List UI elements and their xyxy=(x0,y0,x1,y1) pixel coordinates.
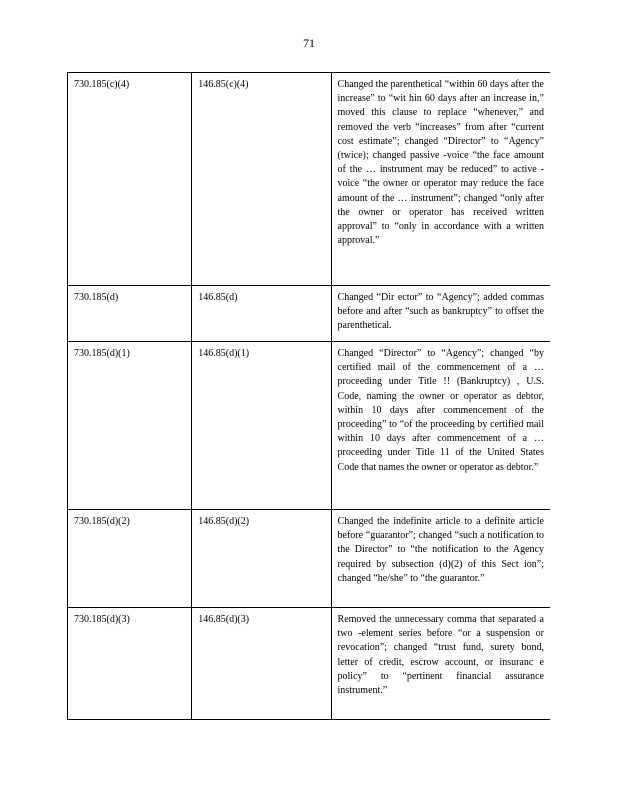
new-section-cell: 146.85(c)(4) xyxy=(192,73,331,286)
new-section-cell: 146.85(d)(3) xyxy=(192,608,331,720)
old-section-cell: 730.185(c)(4) xyxy=(68,73,192,286)
change-description-cell: Removed the unnecessary comma that separated a two -element series before “or a suspension or revocation”; changed “trust fund, surety bond, letter of credit, escrow account, or insuranc e policy” to “pertinent financial assurance instrument.” xyxy=(331,608,550,720)
table-row xyxy=(68,286,551,342)
section-comparison-table xyxy=(67,72,550,720)
old-section-cell: 730.185(d)(2) xyxy=(68,510,192,608)
old-section-cell: 730.185(d)(3) xyxy=(68,608,192,720)
old-section-cell: 730.185(d) xyxy=(68,286,192,342)
table-row xyxy=(68,73,551,286)
new-section-cell: 146.85(d)(1) xyxy=(192,342,331,510)
table-row xyxy=(68,608,551,720)
table-row xyxy=(68,342,551,510)
old-section-cell: 730.185(d)(1) xyxy=(68,342,192,510)
change-description-cell: Changed the parenthetical “within 60 days after the increase” to “wit hin 60 days after an increase in,” moved this clause to replace “whenever,” and removed the verb “increases” from after “current cost estimate”; changed “Director” to “Agency” (twice); changed passive -voice “the face amount of the … instrument may be reduced” to active -voice “the owner or operator may reduce the face amount of the … instrument”; changed “only after the owner or operator has received written approval” to “only in accordance with a written approval.” xyxy=(331,73,550,286)
change-description-cell: Changed “Dir ector” to “Agency”; added commas before and after “such as bankruptcy” to offset the parenthetical. xyxy=(331,286,550,342)
new-section-cell: 146.85(d) xyxy=(192,286,331,342)
change-description-cell: Changed the indefinite article to a definite article before “guarantor”; changed “such a notification to the Director” to “the notification to the Agency required by subsection (d)(2) of this Sect ion”; changed “he/she” to “the guarantor.” xyxy=(331,510,550,608)
new-section-cell: 146.85(d)(2) xyxy=(192,510,331,608)
page-number: 71 xyxy=(303,36,315,50)
table-row xyxy=(68,510,551,608)
change-description-cell: Changed “Director” to “Agency”; changed “by certified mail of the commencement of a … proceeding under Title !! (Bankruptcy) , U.S. Code, naming the owner or operator as debtor, within 10 days after commencement of the proceeding” to “of the proceeding by certified mail within 10 days after commencement of a … proceeding under Title 11 of the United States Code that names the owner or operator as debtor.” xyxy=(331,342,550,510)
